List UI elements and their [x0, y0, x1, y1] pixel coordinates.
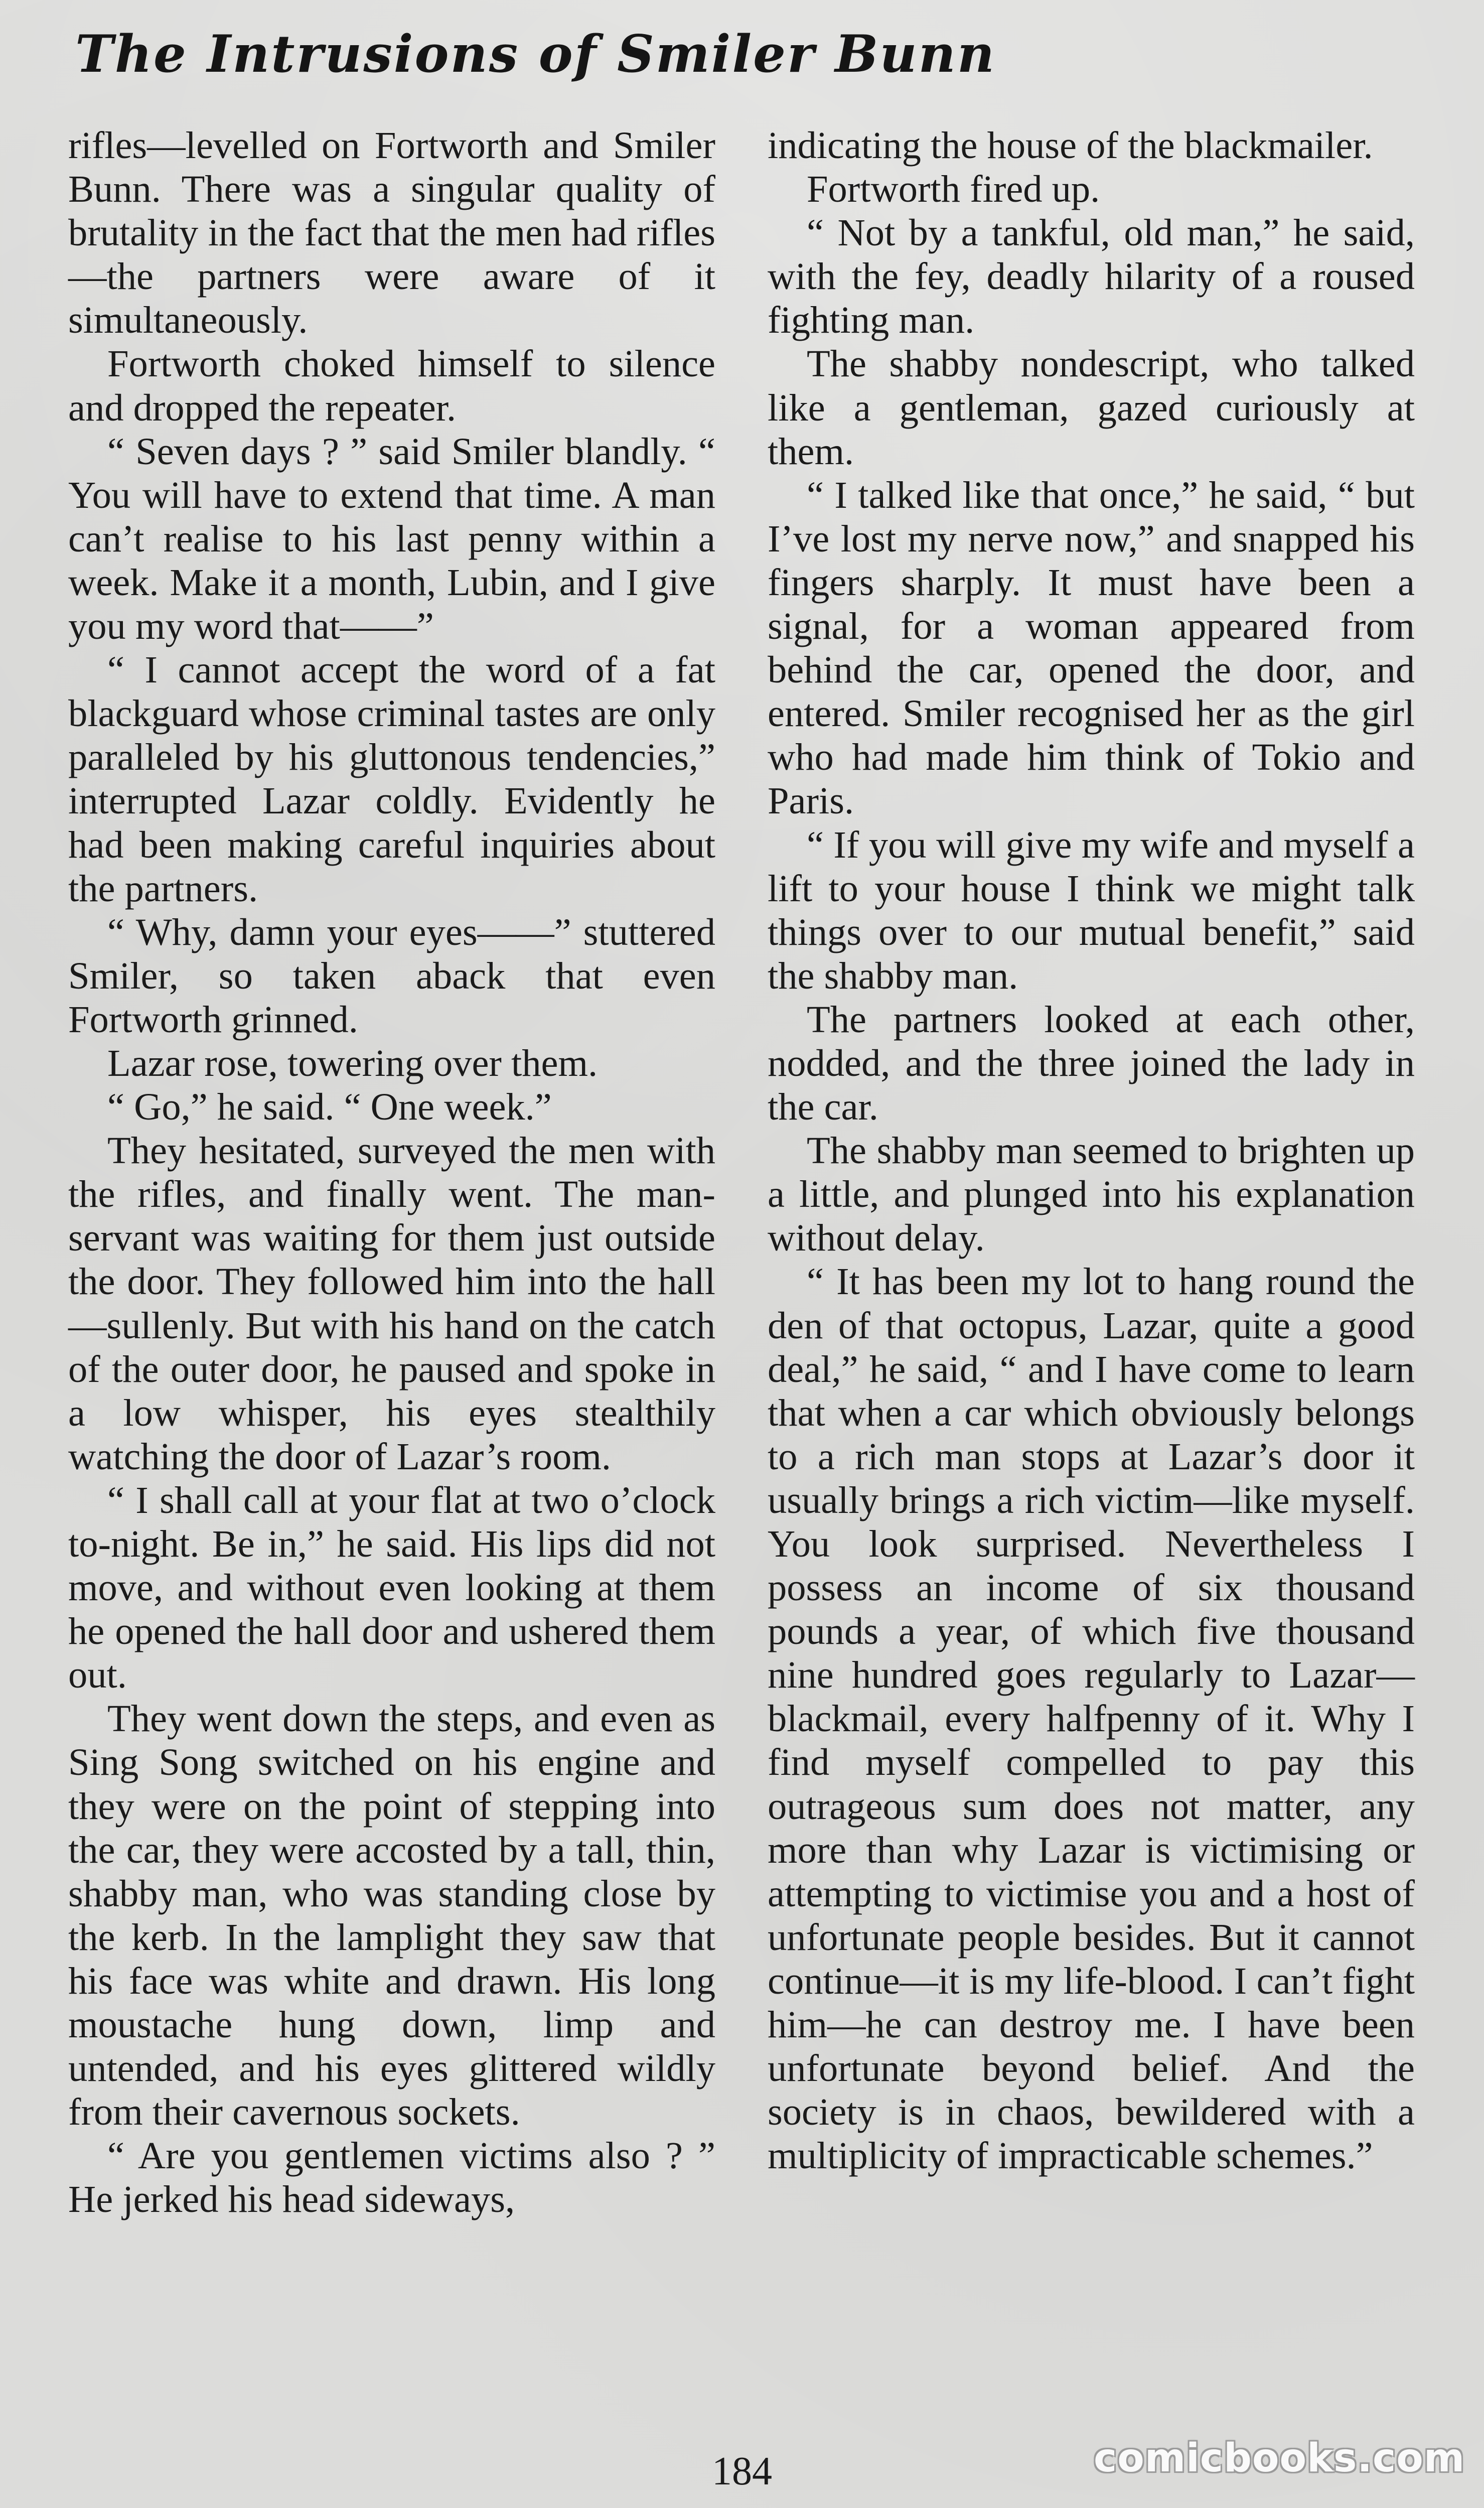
paragraph: “ If you will give my wife and myself a lift to your house I think we might talk things over to our mutual benefit,” said the shabby man.	[768, 823, 1415, 997]
paragraph: “ Go,” he said. “ One week.”	[107, 1085, 552, 1129]
source-watermark: comicbooks.com	[1094, 2436, 1465, 2481]
paragraph: They went down the steps, and even as Sing Song switched on his engine and they were on the point of stepping into the car, they were accosted by a tall, thin, shabby man, who was standing close by the kerb. In the lamplight they saw that his face was white and drawn. His long moustache hung down, limp and untended, and his eyes glittered wildly from their cavernous sockets.	[68, 1697, 715, 2134]
paragraph: “ Why, damn your eyes——” stuttered Smiler, so taken aback that even Fortworth grinned.	[68, 910, 715, 1041]
page-number: 184	[712, 2449, 772, 2493]
paragraph: “ I talked like that once,” he said, “ but I’ve lost my nerve now,” and snapped his fingers sharply. It must have been a signal, for a woman appeared from behind the car, opened the door, and entered. Smiler recognised her as the girl who had made him think of Tokio and Paris.	[768, 473, 1415, 822]
paragraph: rifles—levelled on Fortworth and Smiler Bunn. There was a singular quality of brutality in the fact that the men had rifles—the partners were aware of it simultaneously.	[68, 124, 715, 342]
paragraph: The shabby nondescript, who talked like a gentleman, gazed curiously at them.	[768, 342, 1415, 473]
paragraph: “ I shall call at your flat at two o’clock to-night. Be in,” he said. His lips did not move, and without even looking at them he opened the hall door and ushered them out.	[68, 1478, 715, 1697]
paragraph: Fortworth choked himself to silence and dropped the repeater.	[68, 342, 715, 429]
paragraph: “ Seven days ? ” said Smiler blandly. “ You will have to extend that time. A man can’t realise to his last penny within a week. Make it a month, Lubin, and I give you my word that——”	[68, 430, 715, 648]
running-header-title: The Intrusions of Smiler Bunn	[75, 24, 996, 84]
paragraph: “ It has been my lot to hang round the den of that octopus, Lazar, quite a good deal,” he said, “ and I have come to learn that when a car which obviously belongs to a rich man stops at Lazar’s door it usually brings a rich victim—like myself. You look surprised. Nevertheless I possess an income of six thousand pounds a year, of which five thousand nine hundred goes regularly to Lazar—blackmail, every halfpenny of it. Why I find myself compelled to pay this outrageous sum does not matter, any more than why Lazar is victimising or attempting to victimise you and a host of unfortunate people besides. But it cannot continue—it is my life-blood. I can’t fight him—he can destroy me. I have been unfortunate beyond belief. And the society is in chaos, bewildered with a multiplicity of impracticable schemes.”	[768, 1260, 1415, 2177]
paragraph: Fortworth fired up.	[807, 168, 1100, 211]
paragraph: They hesitated, surveyed the men with the rifles, and finally went. The man-servant was waiting for them just outside the door. They followed him into the hall—sullenly. But with his hand on the catch of the outer door, he paused and spoke in a low whisper, his eyes stealthily watching the door of Lazar’s room.	[68, 1129, 715, 1478]
paragraph: indicating the house of the blackmailer.	[768, 124, 1373, 167]
paragraph: Lazar rose, towering over them.	[107, 1041, 598, 1084]
paragraph: “ Are you gentlemen victims also ? ” He jerked his head sideways,	[68, 2134, 715, 2221]
paragraph: The partners looked at each other, nodded, and the three joined the lady in the car.	[768, 998, 1415, 1129]
paragraph: “ Not by a tankful, old man,” he said, with the fey, deadly hilarity of a roused fighting man.	[768, 211, 1415, 342]
right-text-column	[768, 123, 1415, 2177]
left-text-column	[68, 123, 715, 2221]
paragraph: The shabby man seemed to brighten up a little, and plunged into his explanation without delay.	[768, 1129, 1415, 1260]
paragraph: “ I cannot accept the word of a fat blackguard whose criminal tastes are only paralleled by his gluttonous tendencies,” interrupted Lazar coldly. Evidently he had been making careful inquiries about the partners.	[68, 648, 715, 910]
